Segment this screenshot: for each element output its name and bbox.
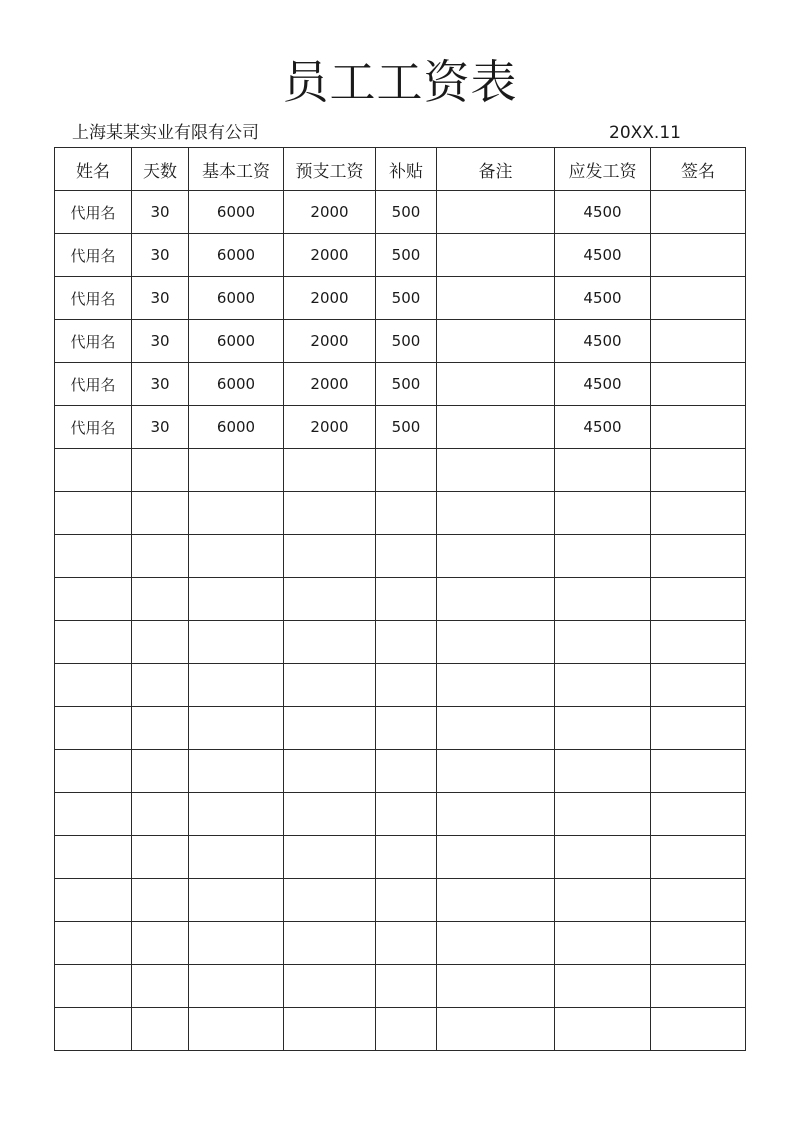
cell-name bbox=[55, 922, 132, 965]
cell-signature bbox=[651, 578, 746, 621]
cell-name bbox=[55, 449, 132, 492]
cell-days bbox=[132, 793, 189, 836]
cell-base-salary bbox=[189, 793, 284, 836]
table-row bbox=[55, 363, 746, 406]
header-base-salary: 基本工资 bbox=[189, 148, 284, 191]
cell-signature bbox=[651, 879, 746, 922]
cell-remarks bbox=[437, 406, 555, 449]
cell-signature bbox=[651, 234, 746, 277]
cell-signature bbox=[651, 965, 746, 1008]
cell-name bbox=[55, 836, 132, 879]
table-row bbox=[55, 664, 746, 707]
cell-payable-salary bbox=[555, 621, 651, 664]
cell-allowance bbox=[376, 449, 437, 492]
cell-days bbox=[132, 879, 189, 922]
cell-base-salary: 6000 bbox=[189, 363, 284, 406]
cell-days bbox=[132, 535, 189, 578]
cell-remarks bbox=[437, 277, 555, 320]
cell-base-salary bbox=[189, 492, 284, 535]
cell-name bbox=[55, 879, 132, 922]
cell-allowance bbox=[376, 750, 437, 793]
cell-allowance bbox=[376, 922, 437, 965]
page-title: 员工工资表 bbox=[282, 55, 518, 109]
cell-allowance bbox=[376, 1008, 437, 1051]
header-signature: 签名 bbox=[651, 148, 746, 191]
cell-days: 30 bbox=[132, 363, 189, 406]
cell-signature bbox=[651, 836, 746, 879]
cell-days: 30 bbox=[132, 406, 189, 449]
cell-signature bbox=[651, 320, 746, 363]
cell-advance-salary bbox=[284, 965, 376, 1008]
cell-allowance: 500 bbox=[376, 277, 437, 320]
table-header-row bbox=[55, 148, 746, 191]
header-payable-salary: 应发工资 bbox=[555, 148, 651, 191]
cell-name bbox=[55, 578, 132, 621]
cell-base-salary bbox=[189, 1008, 284, 1051]
cell-payable-salary bbox=[555, 750, 651, 793]
cell-allowance: 500 bbox=[376, 191, 437, 234]
cell-days bbox=[132, 449, 189, 492]
table-row bbox=[55, 277, 746, 320]
cell-signature bbox=[651, 363, 746, 406]
cell-remarks bbox=[437, 449, 555, 492]
cell-remarks bbox=[437, 664, 555, 707]
cell-allowance bbox=[376, 879, 437, 922]
cell-days bbox=[132, 492, 189, 535]
cell-payable-salary bbox=[555, 578, 651, 621]
cell-advance-salary bbox=[284, 707, 376, 750]
cell-payable-salary bbox=[555, 965, 651, 1008]
cell-signature bbox=[651, 449, 746, 492]
cell-days bbox=[132, 664, 189, 707]
cell-base-salary bbox=[189, 621, 284, 664]
cell-days bbox=[132, 1008, 189, 1051]
cell-advance-salary bbox=[284, 793, 376, 836]
cell-allowance bbox=[376, 535, 437, 578]
cell-allowance: 500 bbox=[376, 363, 437, 406]
cell-signature bbox=[651, 1008, 746, 1051]
cell-days: 30 bbox=[132, 277, 189, 320]
cell-advance-salary bbox=[284, 836, 376, 879]
cell-base-salary bbox=[189, 922, 284, 965]
cell-advance-salary: 2000 bbox=[284, 234, 376, 277]
cell-signature bbox=[651, 664, 746, 707]
cell-advance-salary bbox=[284, 492, 376, 535]
cell-payable-salary bbox=[555, 449, 651, 492]
cell-remarks bbox=[437, 793, 555, 836]
cell-signature bbox=[651, 922, 746, 965]
cell-name: 代用名 bbox=[55, 406, 132, 449]
table-row bbox=[55, 535, 746, 578]
cell-days bbox=[132, 836, 189, 879]
cell-name: 代用名 bbox=[55, 320, 132, 363]
cell-base-salary: 6000 bbox=[189, 191, 284, 234]
cell-advance-salary bbox=[284, 449, 376, 492]
cell-remarks bbox=[437, 191, 555, 234]
cell-payable-salary: 4500 bbox=[555, 277, 651, 320]
cell-advance-salary: 2000 bbox=[284, 191, 376, 234]
cell-advance-salary bbox=[284, 1008, 376, 1051]
cell-payable-salary bbox=[555, 922, 651, 965]
cell-name bbox=[55, 1008, 132, 1051]
header-allowance: 补贴 bbox=[376, 148, 437, 191]
cell-name: 代用名 bbox=[55, 234, 132, 277]
cell-days: 30 bbox=[132, 320, 189, 363]
table-row bbox=[55, 234, 746, 277]
cell-remarks bbox=[437, 621, 555, 664]
cell-days bbox=[132, 922, 189, 965]
cell-remarks bbox=[437, 1008, 555, 1051]
cell-payable-salary bbox=[555, 836, 651, 879]
cell-base-salary: 6000 bbox=[189, 406, 284, 449]
cell-base-salary: 6000 bbox=[189, 234, 284, 277]
cell-name bbox=[55, 707, 132, 750]
cell-base-salary bbox=[189, 578, 284, 621]
cell-payable-salary: 4500 bbox=[555, 363, 651, 406]
cell-base-salary bbox=[189, 535, 284, 578]
cell-remarks bbox=[437, 535, 555, 578]
cell-payable-salary bbox=[555, 793, 651, 836]
cell-base-salary: 6000 bbox=[189, 320, 284, 363]
cell-name: 代用名 bbox=[55, 277, 132, 320]
cell-payable-salary bbox=[555, 664, 651, 707]
table-row bbox=[55, 836, 746, 879]
cell-remarks bbox=[437, 320, 555, 363]
cell-payable-salary: 4500 bbox=[555, 320, 651, 363]
cell-allowance: 500 bbox=[376, 406, 437, 449]
cell-payable-salary: 4500 bbox=[555, 406, 651, 449]
cell-name bbox=[55, 750, 132, 793]
cell-base-salary bbox=[189, 965, 284, 1008]
table-row bbox=[55, 965, 746, 1008]
salary-table bbox=[54, 147, 746, 1051]
cell-allowance bbox=[376, 707, 437, 750]
cell-allowance bbox=[376, 621, 437, 664]
cell-payable-salary bbox=[555, 879, 651, 922]
cell-remarks bbox=[437, 363, 555, 406]
cell-allowance bbox=[376, 836, 437, 879]
header-advance-salary: 预支工资 bbox=[284, 148, 376, 191]
cell-base-salary bbox=[189, 750, 284, 793]
cell-signature bbox=[651, 406, 746, 449]
cell-name bbox=[55, 492, 132, 535]
table-row bbox=[55, 406, 746, 449]
cell-payable-salary bbox=[555, 535, 651, 578]
cell-signature bbox=[651, 535, 746, 578]
table-row bbox=[55, 1008, 746, 1051]
cell-allowance bbox=[376, 965, 437, 1008]
cell-advance-salary: 2000 bbox=[284, 363, 376, 406]
cell-remarks bbox=[437, 707, 555, 750]
cell-advance-salary: 2000 bbox=[284, 406, 376, 449]
cell-allowance bbox=[376, 492, 437, 535]
cell-allowance bbox=[376, 664, 437, 707]
table-row bbox=[55, 320, 746, 363]
cell-days bbox=[132, 578, 189, 621]
cell-days bbox=[132, 621, 189, 664]
cell-days: 30 bbox=[132, 191, 189, 234]
company-name: 上海某某实业有限有公司 bbox=[72, 123, 259, 143]
cell-payable-salary bbox=[555, 1008, 651, 1051]
cell-days bbox=[132, 707, 189, 750]
cell-base-salary bbox=[189, 707, 284, 750]
cell-allowance bbox=[376, 578, 437, 621]
cell-advance-salary bbox=[284, 621, 376, 664]
cell-name bbox=[55, 965, 132, 1008]
cell-advance-salary bbox=[284, 750, 376, 793]
cell-name bbox=[55, 793, 132, 836]
cell-days bbox=[132, 750, 189, 793]
cell-payable-salary bbox=[555, 492, 651, 535]
cell-name bbox=[55, 535, 132, 578]
cell-advance-salary bbox=[284, 922, 376, 965]
header-remarks: 备注 bbox=[437, 148, 555, 191]
table-row bbox=[55, 578, 746, 621]
cell-signature bbox=[651, 191, 746, 234]
cell-name bbox=[55, 664, 132, 707]
header-days: 天数 bbox=[132, 148, 189, 191]
cell-remarks bbox=[437, 965, 555, 1008]
table-row bbox=[55, 621, 746, 664]
cell-signature bbox=[651, 621, 746, 664]
cell-remarks bbox=[437, 879, 555, 922]
cell-payable-salary bbox=[555, 707, 651, 750]
table-row bbox=[55, 793, 746, 836]
cell-days: 30 bbox=[132, 234, 189, 277]
cell-base-salary bbox=[189, 836, 284, 879]
cell-allowance: 500 bbox=[376, 234, 437, 277]
cell-base-salary bbox=[189, 449, 284, 492]
document-date: 20XX.11 bbox=[609, 123, 681, 143]
cell-allowance: 500 bbox=[376, 320, 437, 363]
table-row bbox=[55, 492, 746, 535]
table-row bbox=[55, 879, 746, 922]
cell-signature bbox=[651, 277, 746, 320]
cell-remarks bbox=[437, 836, 555, 879]
cell-remarks bbox=[437, 922, 555, 965]
cell-base-salary bbox=[189, 879, 284, 922]
cell-remarks bbox=[437, 578, 555, 621]
header-name: 姓名 bbox=[55, 148, 132, 191]
table-row bbox=[55, 707, 746, 750]
cell-advance-salary bbox=[284, 578, 376, 621]
cell-signature bbox=[651, 793, 746, 836]
cell-days bbox=[132, 965, 189, 1008]
cell-remarks bbox=[437, 234, 555, 277]
cell-advance-salary: 2000 bbox=[284, 277, 376, 320]
cell-name: 代用名 bbox=[55, 363, 132, 406]
cell-advance-salary: 2000 bbox=[284, 320, 376, 363]
cell-payable-salary: 4500 bbox=[555, 191, 651, 234]
table-row bbox=[55, 750, 746, 793]
cell-signature bbox=[651, 492, 746, 535]
cell-payable-salary: 4500 bbox=[555, 234, 651, 277]
table-row bbox=[55, 191, 746, 234]
cell-advance-salary bbox=[284, 879, 376, 922]
cell-advance-salary bbox=[284, 664, 376, 707]
table-row bbox=[55, 449, 746, 492]
cell-advance-salary bbox=[284, 535, 376, 578]
cell-name: 代用名 bbox=[55, 191, 132, 234]
cell-allowance bbox=[376, 793, 437, 836]
cell-name bbox=[55, 621, 132, 664]
cell-remarks bbox=[437, 750, 555, 793]
cell-remarks bbox=[437, 492, 555, 535]
cell-signature bbox=[651, 750, 746, 793]
cell-base-salary: 6000 bbox=[189, 277, 284, 320]
table-row bbox=[55, 922, 746, 965]
cell-signature bbox=[651, 707, 746, 750]
cell-base-salary bbox=[189, 664, 284, 707]
